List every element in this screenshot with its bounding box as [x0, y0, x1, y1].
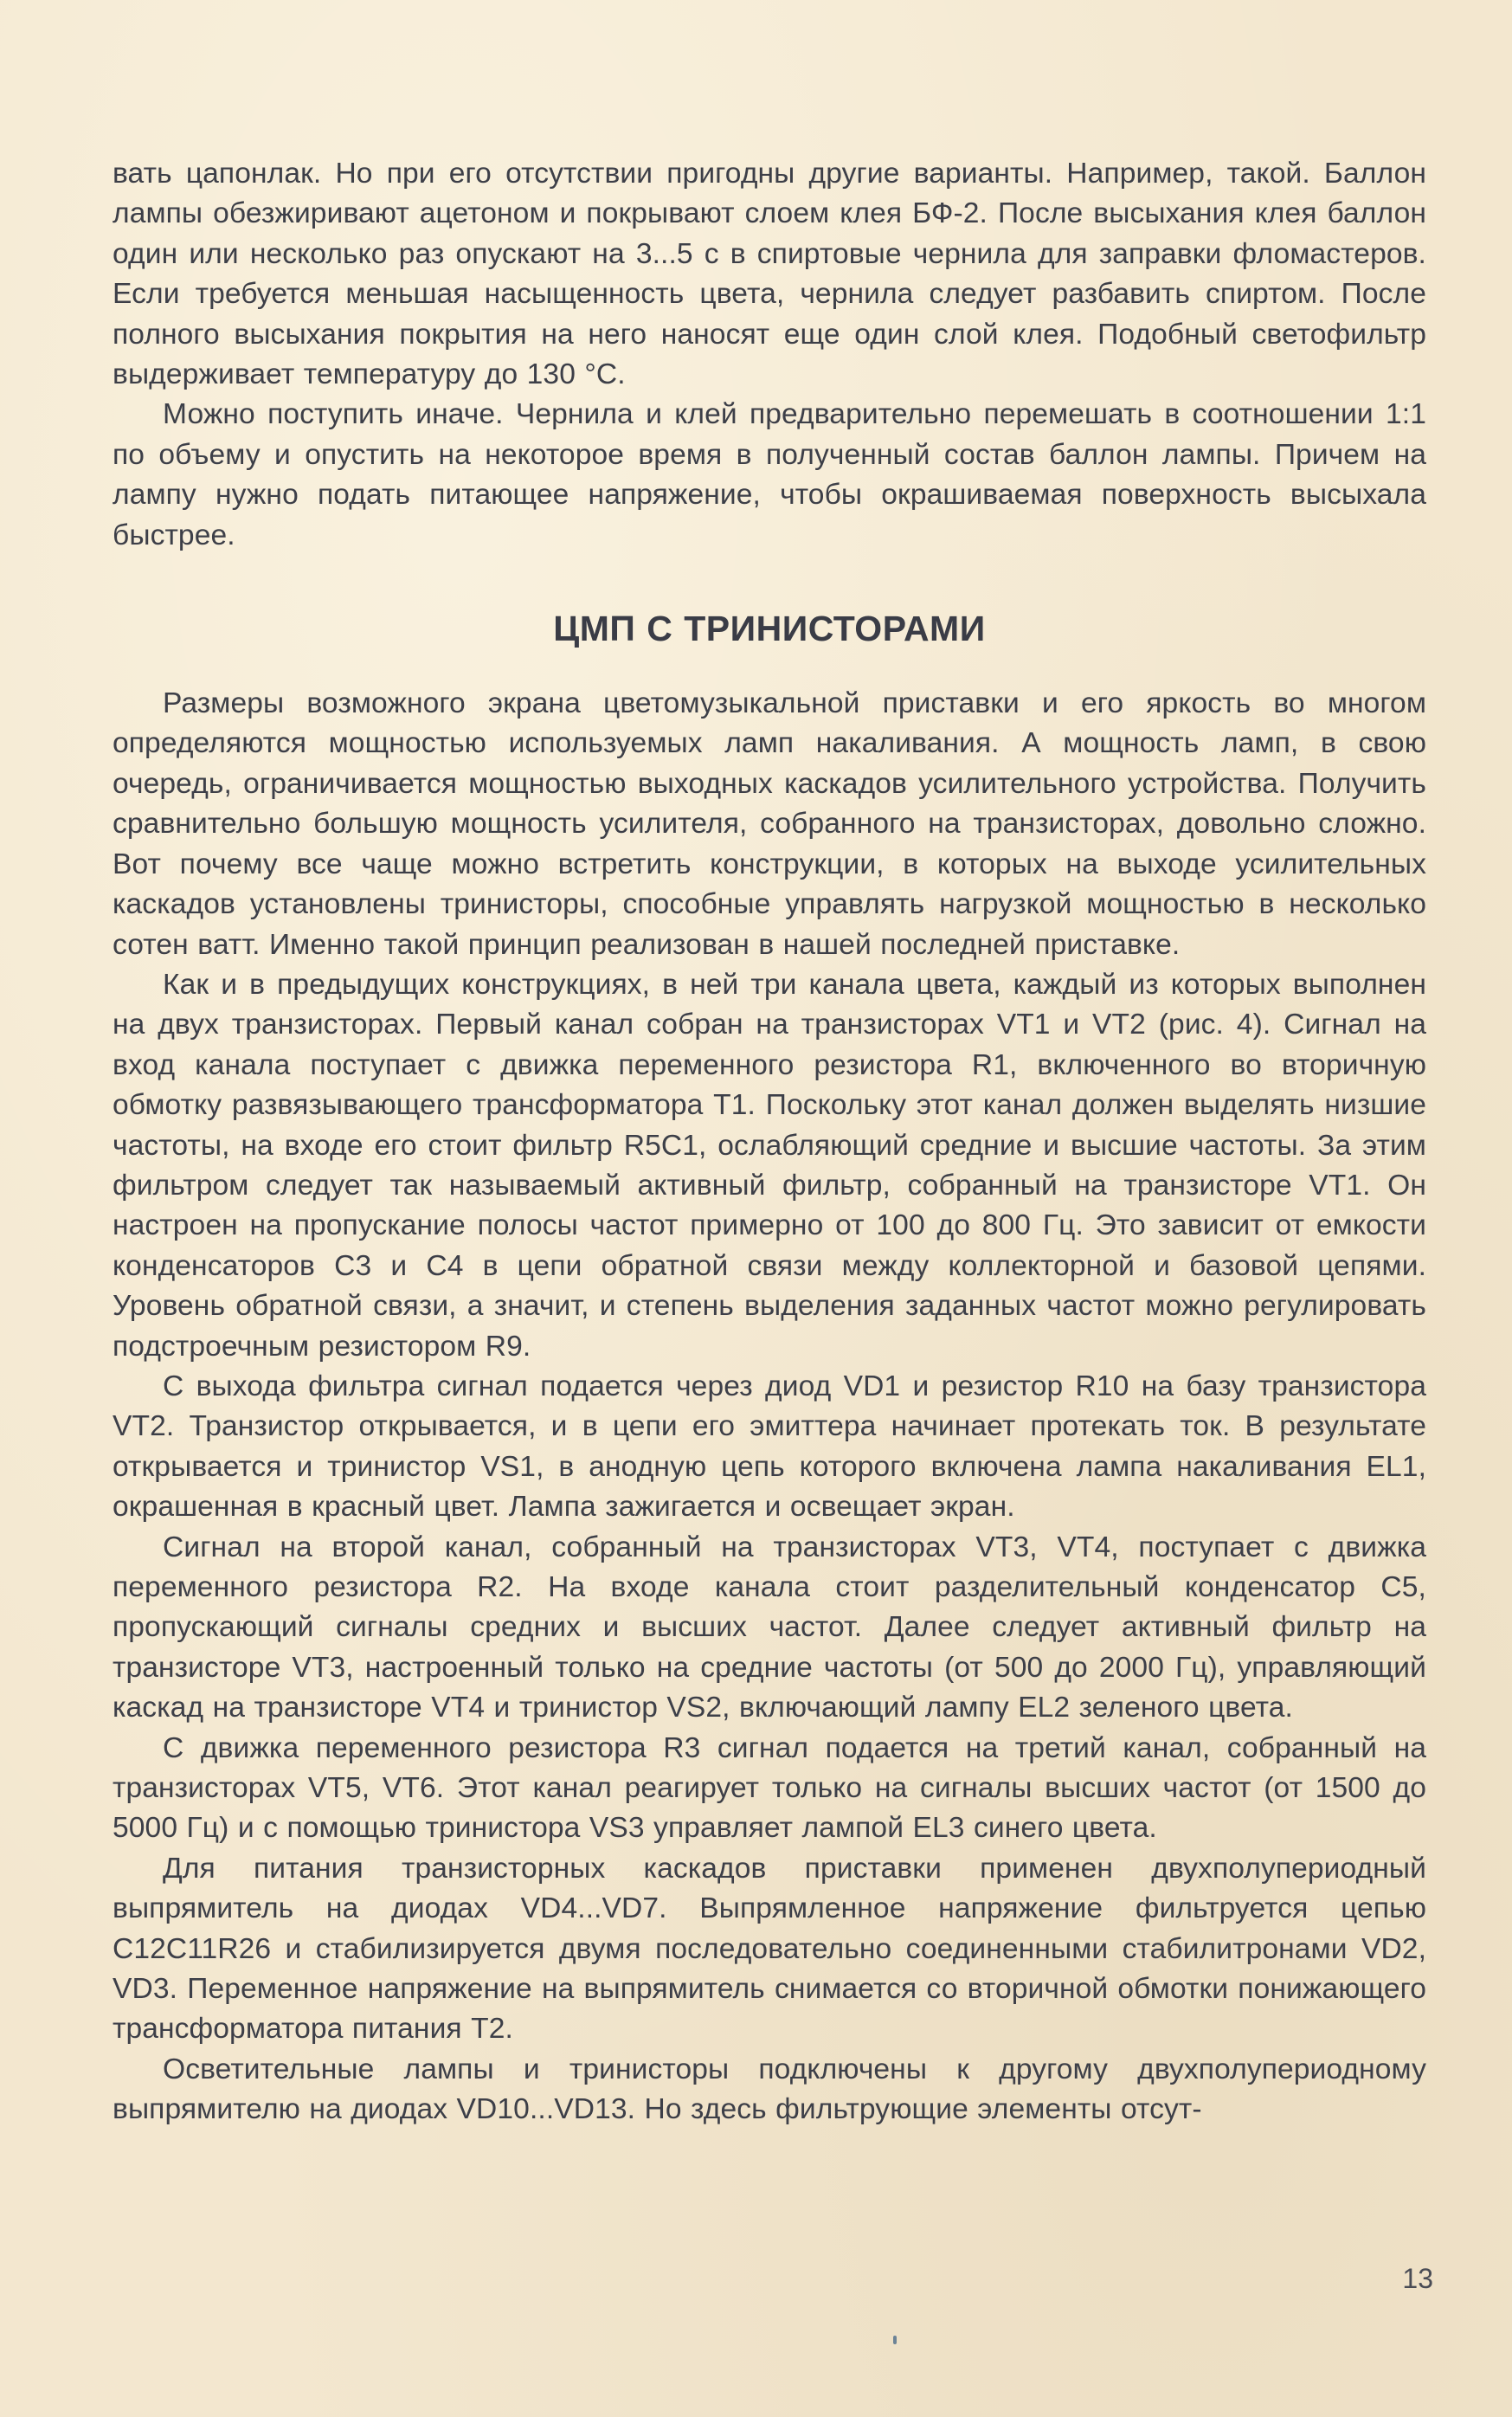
- paragraph-intro-1: вать цапонлак. Но при его отсутствии пригодны другие варианты. Например, такой. Баллон лампы обезжиривают ацетоном и покрывают слоем клея БФ-2. После высыхания клея баллон один или несколько раз опускают на 3...5 с в спиртовые чернила для заправки фломастеров. Если требуется меньшая насыщенность цвета, чернила следует разбавить спиртом. После полного высыхания покрытия на него наносят еще один слой клея. Подобный светофильтр выдерживает температуру до 130 °С.: [113, 158, 1426, 391]
- paragraph-section-1: Размеры возможного экрана цветомузыкальной приставки и его яркость во многом определяются мощностью используемых ламп накаливания. А мощность ламп, в свою очередь, ограничивается мощностью выходных каскадов усилительного устройства. Получить сравнительно большую мощность усилителя, собранного на транзисторах, довольно сложно. Вот почему все чаще можно встретить конструкции, в которых на выходе усилительных каскадов установлены тринисторы, способные управлять нагрузкой мощностью в несколько сотен ватт. Именно такой принцип реализован в нашей последней приставке.: [113, 687, 1426, 961]
- paragraph-section-4: Сигнал на второй канал, собранный на транзисторах VT3, VT4, поступает с движка переменного резистора R2. На входе канала стоит разделительный конденсатор C5, пропускающий сигналы средних и высших частот. Далее следует активный фильтр на транзисторе VT3, настроенный только на средние частоты (от 500 до 2000 Гц), управляющий каскад на транзисторе VT4 и тринистор VS2, включающий лампу EL2 зеленого цвета.: [113, 1531, 1426, 1724]
- paragraph-section-6: Для питания транзисторных каскадов приставки применен двухполупериодный выпрямитель на диодах VD4...VD7. Выпрямленное напряжение фильтруется цепью C12C11R26 и стабилизируется двумя последовательно соединенными стабилитронами VD2, VD3. Переменное напряжение на выпрямитель снимается со вторичной обмотки понижающего трансформатора питания T2.: [113, 1852, 1426, 2046]
- paragraph-section-2: Как и в предыдущих конструкциях, в ней три канала цвета, каждый из которых выполнен на двух транзисторах. Первый канал собран на транзисторах VT1 и VT2 (рис. 4). Сигнал на вход канала поступает с движка переменного резистора R1, включенного во вторичную обмотку развязывающего трансформатора T1. Поскольку этот канал должен выделять низшие частоты, на входе его стоит фильтр R5C1, ослабляющий средние и высшие частоты. За этим фильтром следует так называемый активный фильтр, собранный на транзисторе VT1. Он настроен на пропускание полосы частот примерно от 100 до 800 Гц. Это зависит от емкости конденсаторов C3 и C4 в цепи обратной связи между коллекторной и базовой цепями. Уровень обратной связи, а значит, и степень выделения заданных частот можно регулировать подстроечным резистором R9.: [113, 968, 1426, 1363]
- print-speck: [893, 2336, 897, 2344]
- paragraph-section-5: С движка переменного резистора R3 сигнал подается на третий канал, собранный на транзисторах VT5, VT6. Этот канал реагирует только на сигналы высших частот (от 1500 до 5000 Гц) и с помощью тринистора VS3 управляет лампой EL3 синего цвета.: [113, 1731, 1426, 1845]
- paragraph-section-3: С выхода фильтра сигнал подается через диод VD1 и резистор R10 на базу транзистора VT2. Транзистор открывается, и в цепи его эмиттера начинает протекать ток. В результате открывается и тринистор VS1, в анодную цепь которого включена лампа накаливания EL1, окрашенная в красный цвет. Лампа зажигается и освещает экран.: [113, 1370, 1426, 1524]
- page-body: [113, 154, 1426, 2130]
- page-number: 13: [1402, 2263, 1433, 2294]
- paragraph-section-7: Осветительные лампы и тринисторы подключены к другому двухполупериодному выпрямителю на диодах VD10...VD13. Но здесь фильтрующие элементы отсут-: [113, 2053, 1426, 2126]
- paragraph-intro-2: Можно поступить иначе. Чернила и клей предварительно перемешать в соотношении 1:1 по объему и опустить на некоторое время в полученный состав баллон лампы. Причем на лампу нужно подать питающее напряжение, чтобы окрашиваемая поверхность высыхала быстрее.: [113, 398, 1426, 551]
- section-heading: ЦМП С ТРИНИСТОРАМИ: [553, 609, 986, 649]
